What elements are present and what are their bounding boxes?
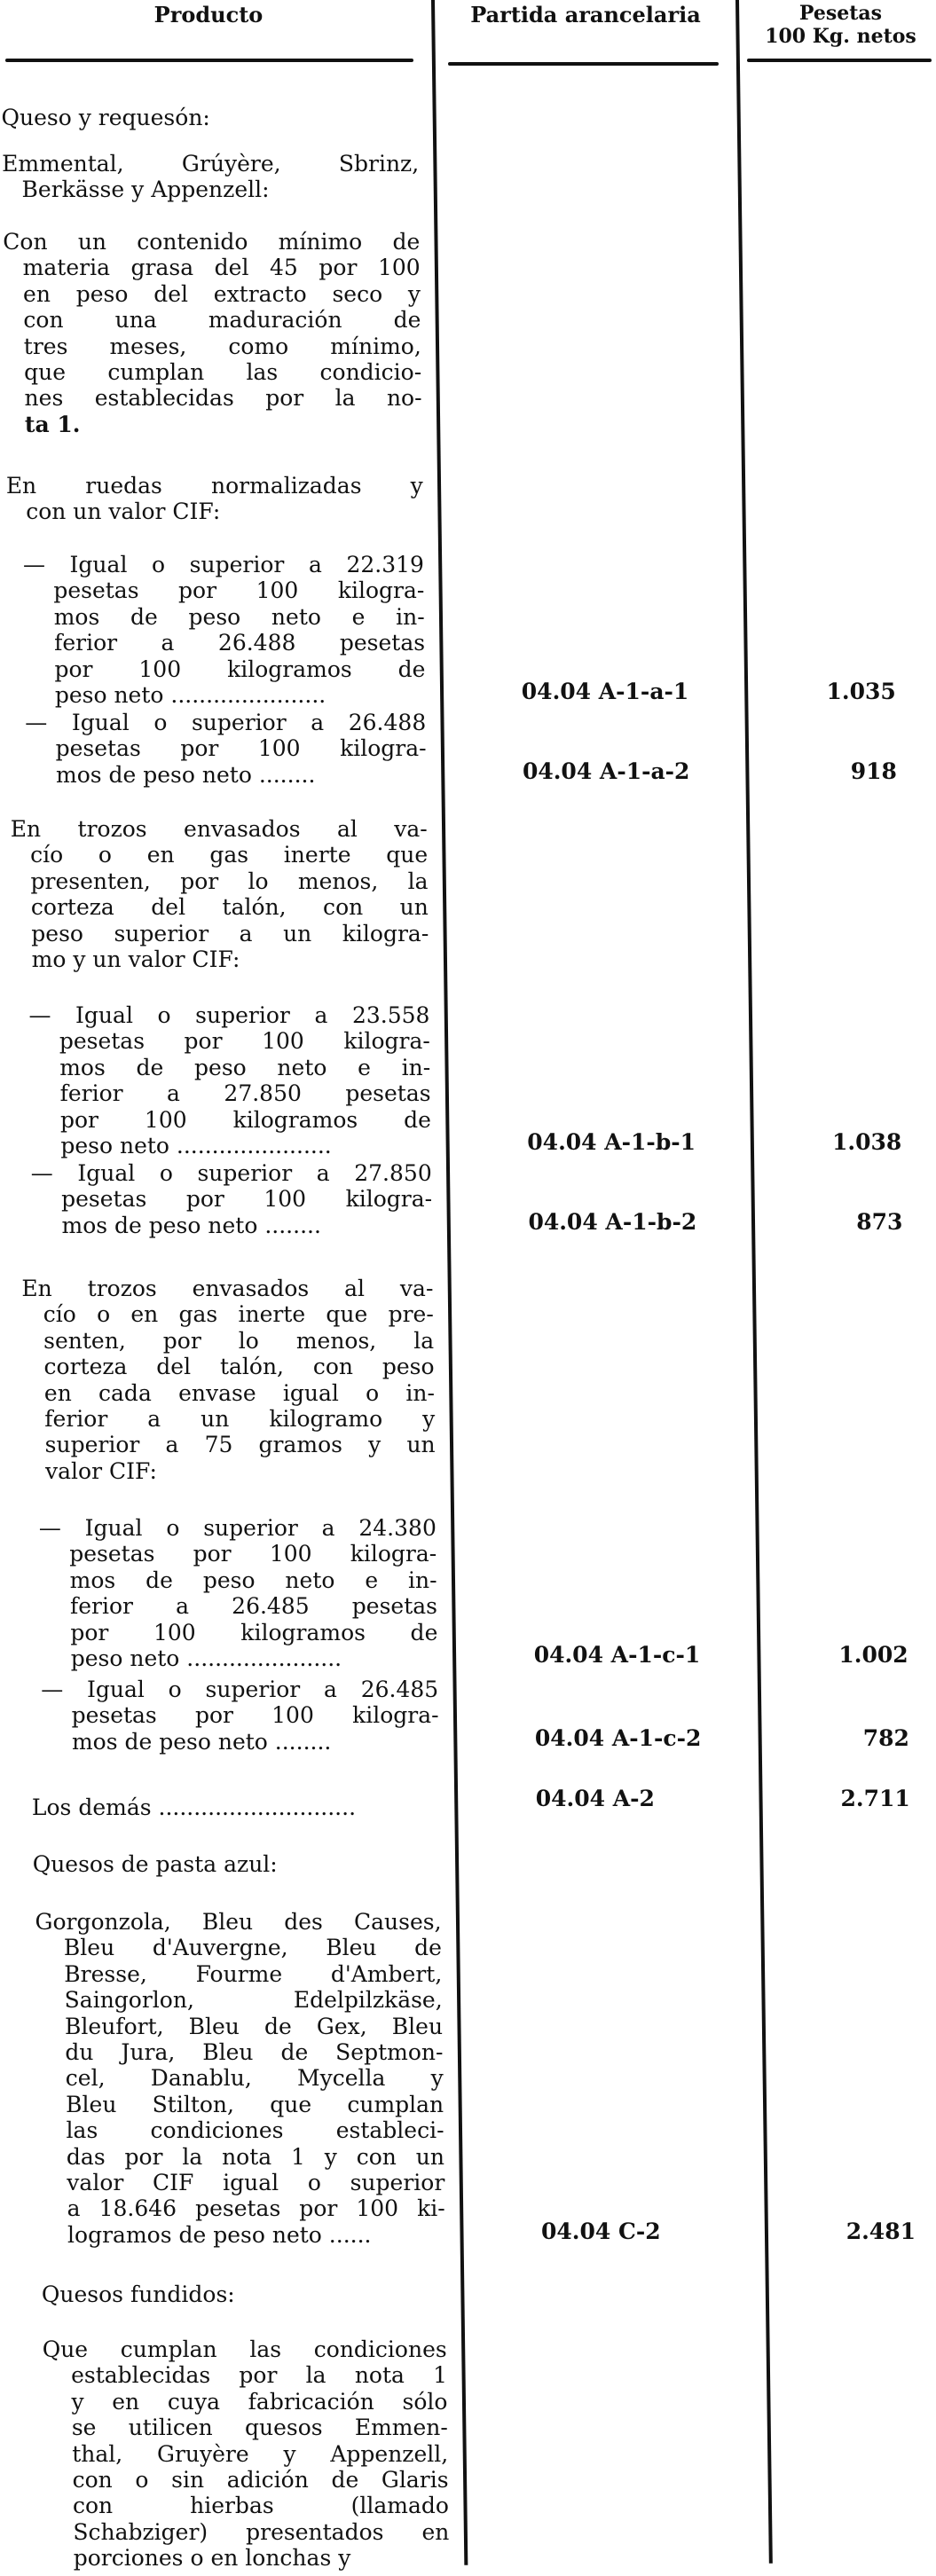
header-rule-tariff [448,62,719,66]
product-text-line: en peso del extracto seco y [23,280,421,307]
product-text-line: presenten, por lo menos, la [30,868,429,894]
product-text-line: mos de peso neto e in- [69,1567,437,1593]
price-value: 1.002 [838,1642,908,1668]
product-text-line: logramos de peso neto ...... [67,2221,372,2248]
product-text-line: Bleu Stilton, que cumplan [66,2091,444,2117]
product-text-line: ta 1. [24,411,81,437]
tariff-code: 04.04 A-1-c-2 [534,1724,702,1751]
product-text-line: valor CIF igual o superior [67,2170,445,2195]
product-text-line: con un valor CIF: [26,499,221,525]
column-divider-2 [735,0,773,2564]
product-text-line: mos de peso neto ........ [55,761,316,788]
product-text-line: — Igual o superior a 24.380 [38,1515,437,1541]
product-text-line: ferior a 26.488 pesetas [54,630,426,656]
product-text-line: pesetas por 100 kilogra- [71,1702,439,1729]
product-text-line: por 100 kilogramos de [54,656,426,682]
product-text-line: — Igual o superior a 26.485 [41,1677,439,1702]
product-text-line: superior a 75 gramos y un [44,1432,436,1458]
product-text-line: — Igual o superior a 27.850 [30,1160,432,1186]
tariff-code: 04.04 C-2 [541,2218,661,2244]
product-text-line: Bresse, Fourme d'Ambert, [64,1960,443,1987]
product-text-line: du Jura, Bleu de Septmon- [65,2039,444,2065]
product-text-line: cío o en gas inerte que [30,842,429,868]
product-text-line: peso neto ...................... [54,682,326,708]
product-text-line: con una maduración de [23,307,421,334]
product-text-line: — Igual o superior a 23.558 [28,1002,430,1028]
product-text-line: mo y un valor CIF: [31,946,240,972]
product-text-line: Que cumplan las condiciones [42,2336,447,2362]
product-text-line: Con un contenido mínimo de [3,229,421,255]
product-text-line: peso superior a un kilogra- [31,920,429,946]
product-text-line: por 100 kilogramos de [70,1619,438,1645]
product-text-line: que cumplan las condicio- [24,359,422,385]
product-text-line: Bleu d'Auvergne, Bleu de [63,1935,442,1961]
price-value: 1.035 [826,679,896,704]
product-text-line: Queso y requesón: [1,105,210,130]
product-text-line: mos de peso neto e in- [59,1054,431,1080]
tariff-code: 04.04 A-2 [535,1786,655,1811]
product-text-line: pesetas por 100 kilogra- [69,1541,437,1567]
header-price-line2: 100 Kg. netos [765,25,916,48]
product-text-line: Quesos de pasta azul: [32,1851,278,1877]
tariff-code: 04.04 A-1-b-2 [528,1208,697,1235]
product-text-line: tres meses, como mínimo, [23,333,421,359]
tariff-code: 04.04 A-1-a-1 [521,679,689,704]
product-text-line: las condiciones estableci- [66,2117,444,2144]
product-text-line: senten, por lo menos, la [43,1327,435,1354]
product-text-line: mos de peso neto ........ [61,1212,321,1238]
product-text-line: pesetas por 100 kilogra- [55,735,427,762]
product-text-line: a 18.646 pesetas por 100 ki- [67,2195,445,2222]
product-text-line: valor CIF: [45,1457,157,1484]
product-text-line: Berkässe y Appenzell: [21,177,270,203]
product-text-line: Schabziger) presentados en [73,2518,450,2545]
price-value: 1.038 [831,1129,902,1155]
product-text-line: cel, Danablu, Mycella y [65,2065,444,2092]
product-text-line: thal, Gruyère y Appenzell, [72,2440,449,2467]
product-text-line: y en cuya fabricación sólo [71,2388,448,2415]
product-text-line: en cada envase igual o in- [43,1379,435,1406]
header-product: Producto [153,2,263,27]
product-text-line: pesetas por 100 kilogra- [53,577,425,604]
product-text-line: Los demás ............................ [31,1795,357,1820]
price-value: 2.481 [846,2218,916,2244]
product-text-line: ferior a 26.485 pesetas [69,1593,437,1620]
product-text-line: mos de peso neto e in- [53,603,425,630]
price-value: 782 [862,1724,909,1751]
product-text-line: Quesos fundidos: [41,2281,235,2307]
product-text-line: nes establecidas por la no- [24,385,422,412]
product-text-line: das por la nota 1 y con un [66,2143,444,2170]
product-text-line: porciones o en lonchas y [73,2545,351,2572]
product-text-line: pesetas por 100 kilogra- [61,1186,433,1213]
product-text-line: En ruedas normalizadas y [5,473,423,499]
price-value: 2.711 [840,1786,910,1811]
product-text-line: pesetas por 100 kilogra- [59,1028,430,1055]
product-text-line: establecidas por la nota 1 [71,2362,448,2389]
header-rule-price [747,59,932,62]
product-text-line: corteza del talón, con un [30,894,429,921]
product-text-line: — Igual o superior a 22.319 [22,552,424,577]
product-text-line: por 100 kilogramos de [59,1106,431,1133]
product-text-line: Saingorlon, Edelpilzkäse, [64,1987,443,2014]
header-rule-product [5,59,413,62]
header-price-line1: Pesetas [798,2,883,25]
product-text-line: peso neto ...................... [70,1645,342,1671]
product-text-line: peso neto ...................... [60,1133,332,1158]
product-text-line: Emmental, Grúyère, Sbrinz, [2,151,420,177]
product-text-line: — Igual o superior a 26.488 [25,710,427,735]
product-text-line: ferior a 27.850 pesetas [59,1080,431,1107]
tariff-code: 04.04 A-1-a-2 [522,758,690,784]
tariff-code: 04.04 A-1-b-1 [527,1129,696,1155]
product-text-line: cío o en gas inerte que pre- [43,1301,434,1328]
product-text-line: materia grasa del 45 por 100 [22,255,421,281]
tariff-code: 04.04 A-1-c-1 [533,1642,701,1668]
product-text-line: corteza del talón, con peso [43,1354,435,1380]
product-text-line: En trozos envasados al va- [10,816,428,842]
price-value: 873 [856,1208,903,1235]
product-text-line: con hierbas (llamado [72,2493,449,2519]
product-text-line: con o sin adición de Glaris [72,2467,449,2493]
product-text-line: mos de peso neto ........ [71,1728,332,1755]
product-text-line: Gorgonzola, Bleu des Causes, [35,1909,442,1935]
product-text-line: En trozos envasados al va- [21,1276,434,1301]
price-value: 918 [850,758,897,784]
product-text-line: Bleufort, Bleu de Gex, Bleu [65,2013,444,2039]
product-text-line: se utilicen quesos Emmen- [71,2415,448,2441]
product-text-line: ferior a un kilogramo y [44,1406,436,1432]
header-tariff: Partida arancelaria [470,2,701,27]
